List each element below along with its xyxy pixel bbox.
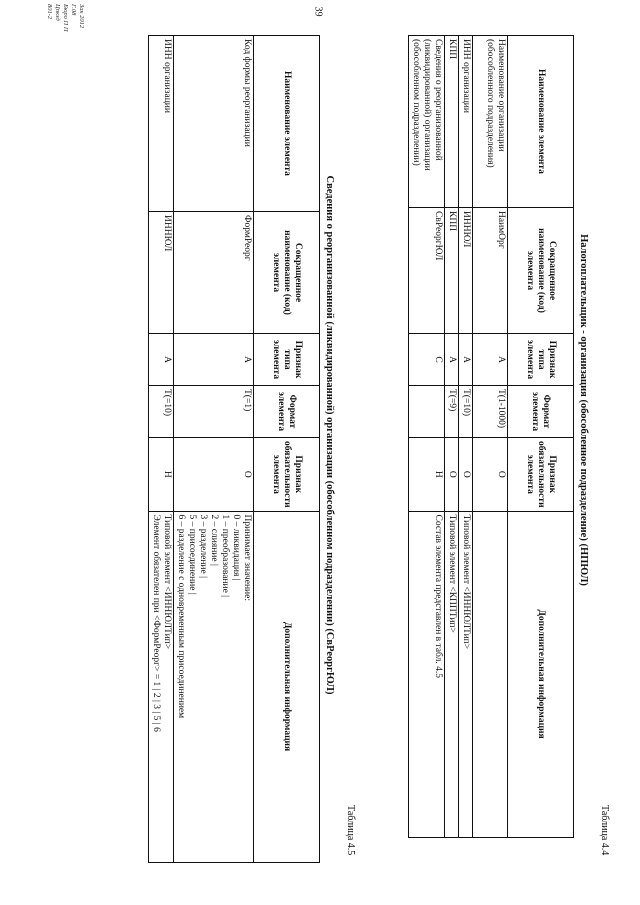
table-row xyxy=(473,36,508,838)
cell-type: С xyxy=(409,334,445,386)
cell-type: А xyxy=(459,334,473,386)
cell-format: T(=1) xyxy=(174,386,254,438)
cell-name: КПП xyxy=(445,36,459,208)
header-type: Признак типа элемента xyxy=(508,334,574,386)
cell-code: ИННЮЛ xyxy=(149,212,174,334)
cell-required: О xyxy=(174,438,254,512)
table-row xyxy=(459,36,473,838)
cell-required: О xyxy=(459,438,473,512)
cell-required: Н xyxy=(409,438,445,512)
cell-format: T(1-1000) xyxy=(473,386,508,438)
cell-info: Типовой элемент <КППТип> xyxy=(445,511,459,837)
info-line: 2 – слияние | xyxy=(209,514,219,566)
cell-name: Код формы реорганизации xyxy=(174,36,254,212)
info-line: Элемент обязателен при <ФормРеорг> = 1 | 2 | 3 | 5 | 6 xyxy=(151,514,161,732)
cell-code: СвРеоргЮЛ xyxy=(409,208,445,334)
stamp-line: Бюро П П Цпкзд 801-2 xyxy=(46,4,69,32)
info-line: Принимает значение: xyxy=(242,514,252,601)
cell-info xyxy=(149,511,174,862)
header-format: Формат элемента xyxy=(508,386,574,438)
cell-code: ФормРеорг xyxy=(174,212,254,334)
header-info: Дополнительная информация xyxy=(508,511,574,837)
info-line: 1 – преобразование | xyxy=(220,514,230,598)
cell-type: А xyxy=(149,334,174,386)
header-code: Сокращенное наименование (код) элемента xyxy=(508,208,574,334)
header-code: Сокращенное наименование (код) элемента xyxy=(254,212,320,334)
page-number: 39 xyxy=(312,6,324,17)
cell-info: Состав элемента представлен в табл. 4.5 xyxy=(409,511,445,837)
info-line: Типовой элемент <ИННЮЛТип> xyxy=(162,514,172,650)
cell-info xyxy=(174,511,254,862)
header-type: Признак типа элемента xyxy=(254,334,320,386)
cell-name: ИНН организации xyxy=(149,36,174,212)
table-4-5 xyxy=(148,35,320,863)
cell-format: T(=9) xyxy=(445,386,459,438)
info-line: 6 – разделение с одновременным присоединением xyxy=(176,514,186,719)
cell-code: НаимОрг xyxy=(473,208,508,334)
cell-info xyxy=(473,511,508,837)
cell-format: T(=10) xyxy=(459,386,473,438)
cell-required: О xyxy=(473,438,508,512)
table-row xyxy=(174,36,254,863)
cell-code: КПП xyxy=(445,208,459,334)
header-name: Наименование элемента xyxy=(508,36,574,208)
header-required: Признак обязательности элемента xyxy=(508,438,574,512)
cell-required: О xyxy=(445,438,459,512)
cell-name: Сведения о реорганизованной (ликвидированной) организации (обособленном подразделении) xyxy=(409,36,445,208)
table-4-4-header xyxy=(508,36,574,838)
table-row xyxy=(149,36,174,863)
header-required: Признак обязательности элемента xyxy=(254,438,320,512)
cell-required: Н xyxy=(149,438,174,512)
table-4-4-title: Налогоплательщик - организация (обособленное подразделение) (НПЮЛ) xyxy=(578,234,589,586)
cell-format: T(=10) xyxy=(149,386,174,438)
header-name: Наименование элемента xyxy=(254,36,320,212)
cell-name: ИНН организации xyxy=(459,36,473,208)
cell-code: ИННЮЛ xyxy=(459,208,473,334)
cell-type: А xyxy=(473,334,508,386)
print-stamp xyxy=(45,4,85,34)
cell-type: А xyxy=(445,334,459,386)
header-info: Дополнительная информация xyxy=(254,511,320,862)
info-line: 5 – присоединение | xyxy=(187,514,197,595)
table-4-5-caption: Таблица 4.5 xyxy=(345,805,356,856)
info-line: 0 – ликвидация | xyxy=(231,514,241,581)
cell-name: Наименование организации (обособленного подразделения) xyxy=(473,36,508,208)
table-4-5-header xyxy=(254,36,320,863)
stamp-line: Зак 2012 Г.08 xyxy=(70,4,85,29)
cell-info: Типовой элемент <ИННЮЛТип> xyxy=(459,511,473,837)
cell-type: А xyxy=(174,334,254,386)
header-format: Формат элемента xyxy=(254,386,320,438)
table-row xyxy=(445,36,459,838)
info-line: 3 – разделение | xyxy=(198,514,208,578)
table-4-4 xyxy=(408,35,574,838)
cell-format xyxy=(409,386,445,438)
table-row xyxy=(409,36,445,838)
table-4-5-title: Сведения о реорганизованной (ликвидированной) организации (обособленном подразделении) (СвРеоргЮЛ) xyxy=(324,175,335,695)
table-4-4-caption: Таблица 4.4 xyxy=(599,805,610,856)
